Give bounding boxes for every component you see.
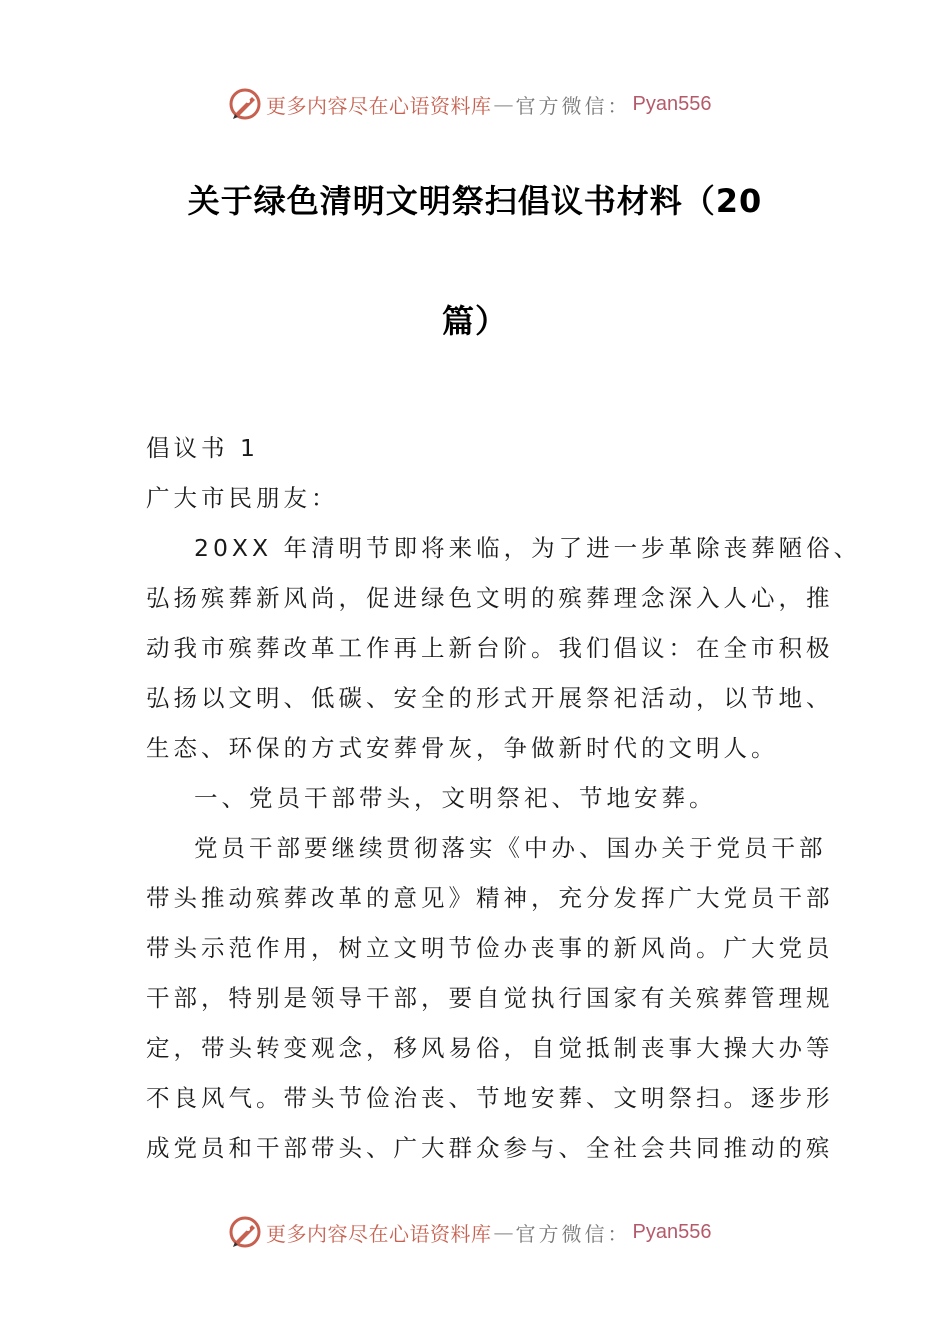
body-line: 动我市殡葬改革工作再上新台阶。我们倡议：在全市积极 — [146, 634, 834, 662]
watermark-site-text: 更多内容尽在心语资料库 — [266, 93, 492, 118]
body-line: 成党员和干部带头、广大群众参与、全社会共同推动的殡 — [146, 1134, 834, 1162]
watermark-wechat-label: 官方微信： — [515, 93, 631, 118]
watermark-wechat-label: 官方微信： — [515, 1221, 631, 1246]
section-heading-1: 一、党员干部带头，文明祭祀、节地安葬。 — [194, 784, 717, 812]
watermark-wechat-id: Pyan556 — [632, 1220, 712, 1243]
body-line: 干部，特别是领导干部，要自觉执行国家有关殡葬管理规 — [146, 984, 834, 1012]
watermark-wechat-id: Pyan556 — [632, 92, 712, 115]
pen-logo-icon — [228, 87, 262, 121]
watermark-header — [228, 84, 711, 124]
document-title-line-1: 关于绿色清明文明祭扫倡议书材料（20 — [187, 182, 763, 220]
body-line: 弘扬殡葬新风尚，促进绿色文明的殡葬理念深入人心，推 — [146, 584, 834, 612]
body-line: 20XX 年清明节即将来临，为了进一步革除丧葬陋俗、 — [194, 534, 862, 562]
document-title-line-2: 篇） — [441, 302, 508, 340]
body-line: 生态、环保的方式安葬骨灰，争做新时代的文明人。 — [146, 734, 779, 762]
watermark-footer — [228, 1212, 711, 1252]
salutation: 广大市民朋友： — [146, 484, 339, 512]
section-heading: 倡议书 1 — [146, 434, 259, 462]
pen-logo-icon — [228, 1215, 262, 1249]
watermark-dash: — — [493, 1220, 514, 1244]
body-line: 党员干部要继续贯彻落实《中办、国办关于党员干部 — [194, 834, 827, 862]
body-line: 定，带头转变观念，移风易俗，自觉抵制丧事大操大办等 — [146, 1034, 834, 1062]
body-line: 带头示范作用，树立文明节俭办丧事的新风尚。广大党员 — [146, 934, 834, 962]
watermark-site-text: 更多内容尽在心语资料库 — [266, 1221, 492, 1246]
body-line: 弘扬以文明、低碳、安全的形式开展祭祀活动，以节地、 — [146, 684, 834, 712]
watermark-dash: — — [493, 92, 514, 116]
body-line: 带头推动殡葬改革的意见》精神，充分发挥广大党员干部 — [146, 884, 834, 912]
body-line: 不良风气。带头节俭治丧、节地安葬、文明祭扫。逐步形 — [146, 1084, 834, 1112]
